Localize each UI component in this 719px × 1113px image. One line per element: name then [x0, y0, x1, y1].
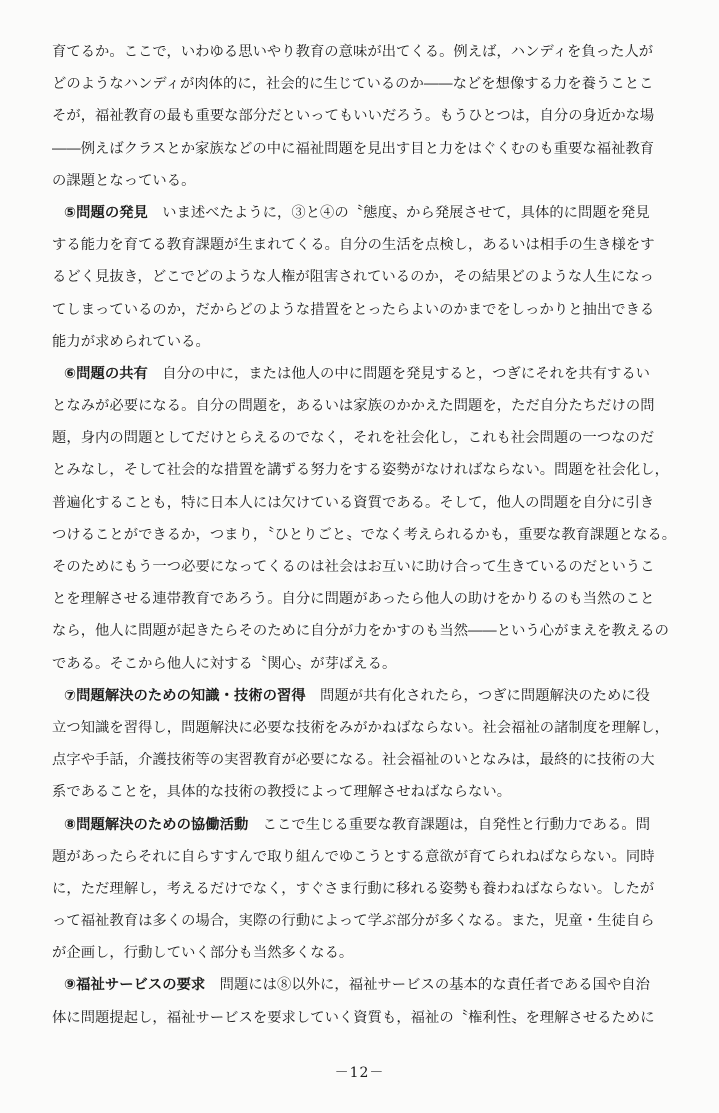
line-text: いま述べたように，③と④の〝態度〟から発展させて，具体的に問題を発見 — [147, 204, 650, 221]
line-text: 普遍化することも，特に日本人には欠けている資質である。そして，他人の問題を自分に引き — [52, 494, 655, 511]
line-text: てしまっているのか，だからどのような措置をとったらよいのかまでをしっかりと抽出できる — [52, 301, 655, 318]
line-text: 自分の中に，または他人の中に問題を発見すると，つぎにそれを共有するい — [147, 365, 651, 382]
line-text: 題があったらそれに自らすすんで取り組んでゆこうとする意欲が育てられねばならない。同時 — [52, 848, 655, 865]
section-heading-line — [52, 969, 682, 1001]
text-line — [52, 165, 682, 197]
section-heading: ⑥問題の共有 — [64, 365, 148, 382]
text-line — [52, 1002, 682, 1034]
text-line — [52, 905, 682, 937]
text-line — [52, 261, 682, 293]
text-line — [52, 422, 682, 454]
text-line — [52, 36, 682, 68]
line-text: とみなし，そして社会的な措置を講ずる努力をする姿勢がなければならない。問題を社会化し， — [52, 462, 669, 479]
line-text: とを理解させる連帯教育であろう。自分に問題があったら他人の助けをかりるのも当然のこと — [52, 591, 655, 608]
text-line — [52, 68, 682, 100]
section-heading-line — [52, 809, 682, 841]
line-text: 点字や手話，介護技術等の実習教育が必要になる。社会福祉のいとなみは，最終的に技術の大 — [52, 752, 655, 769]
line-text: 問題が共有化されたら，つぎに問題解決のために役 — [305, 687, 651, 704]
text-line — [52, 841, 682, 873]
line-text: が企画し，行動していく部分も当然多くなる。 — [52, 945, 354, 962]
body-text — [52, 36, 682, 1034]
line-text: って福祉教育は多くの場合，実際の行動によって学ぶ部分が多くなる。また，児童・生徒自ら — [52, 913, 655, 930]
line-text: 立つ知識を習得し，問題解決に必要な技術をみがかねばならない。社会福祉の諸制度を理解し， — [52, 719, 669, 736]
line-text: に，ただ理解し，考えるだけでなく，すぐさま行動に移れる姿勢も養わねばならない。したが — [52, 880, 655, 897]
line-text: する能力を育てる教育課題が生まれてくる。自分の生活を点検し，あるいは相手の生き様をす — [52, 237, 655, 254]
line-text: そが，福祉教育の最も重要な部分だといってもいいだろう。もうひとつは，自分の身近かな場 — [52, 108, 655, 125]
line-text: 能力が求められている。 — [52, 333, 210, 350]
line-text: ――例えばクラスとか家族などの中に福祉問題を見出す目と力をはぐくむのも重要な福祉教育 — [52, 140, 655, 157]
text-line — [52, 487, 682, 519]
line-text: どのようなハンディが肉体的に，社会的に生じているのか――などを想像する力を養うことこ — [52, 76, 654, 93]
line-text: である。そこから他人に対する〝関心〟が芽ばえる。 — [52, 655, 397, 672]
line-text: となみが必要になる。自分の問題を，あるいは家族のかかえた問題を，ただ自分たちだけの問 — [52, 398, 655, 415]
text-line — [52, 648, 682, 680]
line-text: 系であることを，具体的な技術の教授によって理解させねばならない。 — [52, 784, 512, 801]
text-line — [52, 583, 682, 615]
text-line — [52, 615, 682, 647]
text-line — [52, 712, 682, 744]
line-text: 育てるか。ここで，いわゆる思いやり教育の意味が出てくる。例えば，ハンディを負った人が — [52, 44, 654, 60]
section-heading-line — [52, 680, 682, 712]
line-text: るどく見抜き，どこでどのような人権が阻害されているのか，その結果どのような人生になっ — [52, 269, 654, 286]
text-line — [52, 100, 682, 132]
line-text: ここで生じる重要な教育課題は，自発性と行動力である。問 — [248, 816, 651, 833]
line-text: そのためにもう一つ必要になってくるのは社会はお互いに助け合って生きているのだというこ — [52, 559, 655, 575]
text-line — [52, 937, 682, 969]
line-text: 体に問題提起し，福祉サービスを要求していく資質も，福祉の〝権利性〟を理解させるために — [52, 1009, 655, 1026]
text-line — [52, 229, 682, 261]
text-line — [52, 294, 682, 326]
text-line — [52, 390, 682, 422]
text-line — [52, 873, 682, 905]
line-text: なら，他人に問題が起きたらそのために自分が力をかすのも当然――という心がまえを教えるの — [52, 623, 669, 640]
text-line — [52, 551, 682, 583]
section-heading: ⑤問題の発見 — [64, 204, 148, 221]
line-text: の課題となっている。 — [52, 172, 196, 189]
line-text: つけることができるか，つまり，〝ひとりごと〟でなく考えられるかも，重要な教育課題となる。 — [52, 526, 677, 543]
text-line — [52, 454, 682, 486]
line-text: 題，身内の問題としてだけとらえるのでなく，それを社会化し，これも社会問題の一つなのだ — [52, 430, 655, 447]
page-number: －12－ — [334, 1065, 385, 1081]
section-heading: ⑦問題解決のための知識・技術の習得 — [64, 687, 306, 704]
line-text: 問題には⑧以外に，福祉サービスの基本的な責任者である国や自治 — [205, 977, 651, 994]
text-line — [52, 744, 682, 776]
section-heading: ⑨福祉サービスの要求 — [64, 977, 206, 994]
section-heading: ⑧問題解決のための協働活動 — [64, 816, 249, 833]
text-line — [52, 776, 682, 808]
text-line — [52, 133, 682, 165]
text-line — [52, 326, 682, 358]
text-line — [52, 519, 682, 551]
section-heading-line — [52, 197, 682, 229]
section-heading-line — [52, 358, 682, 390]
